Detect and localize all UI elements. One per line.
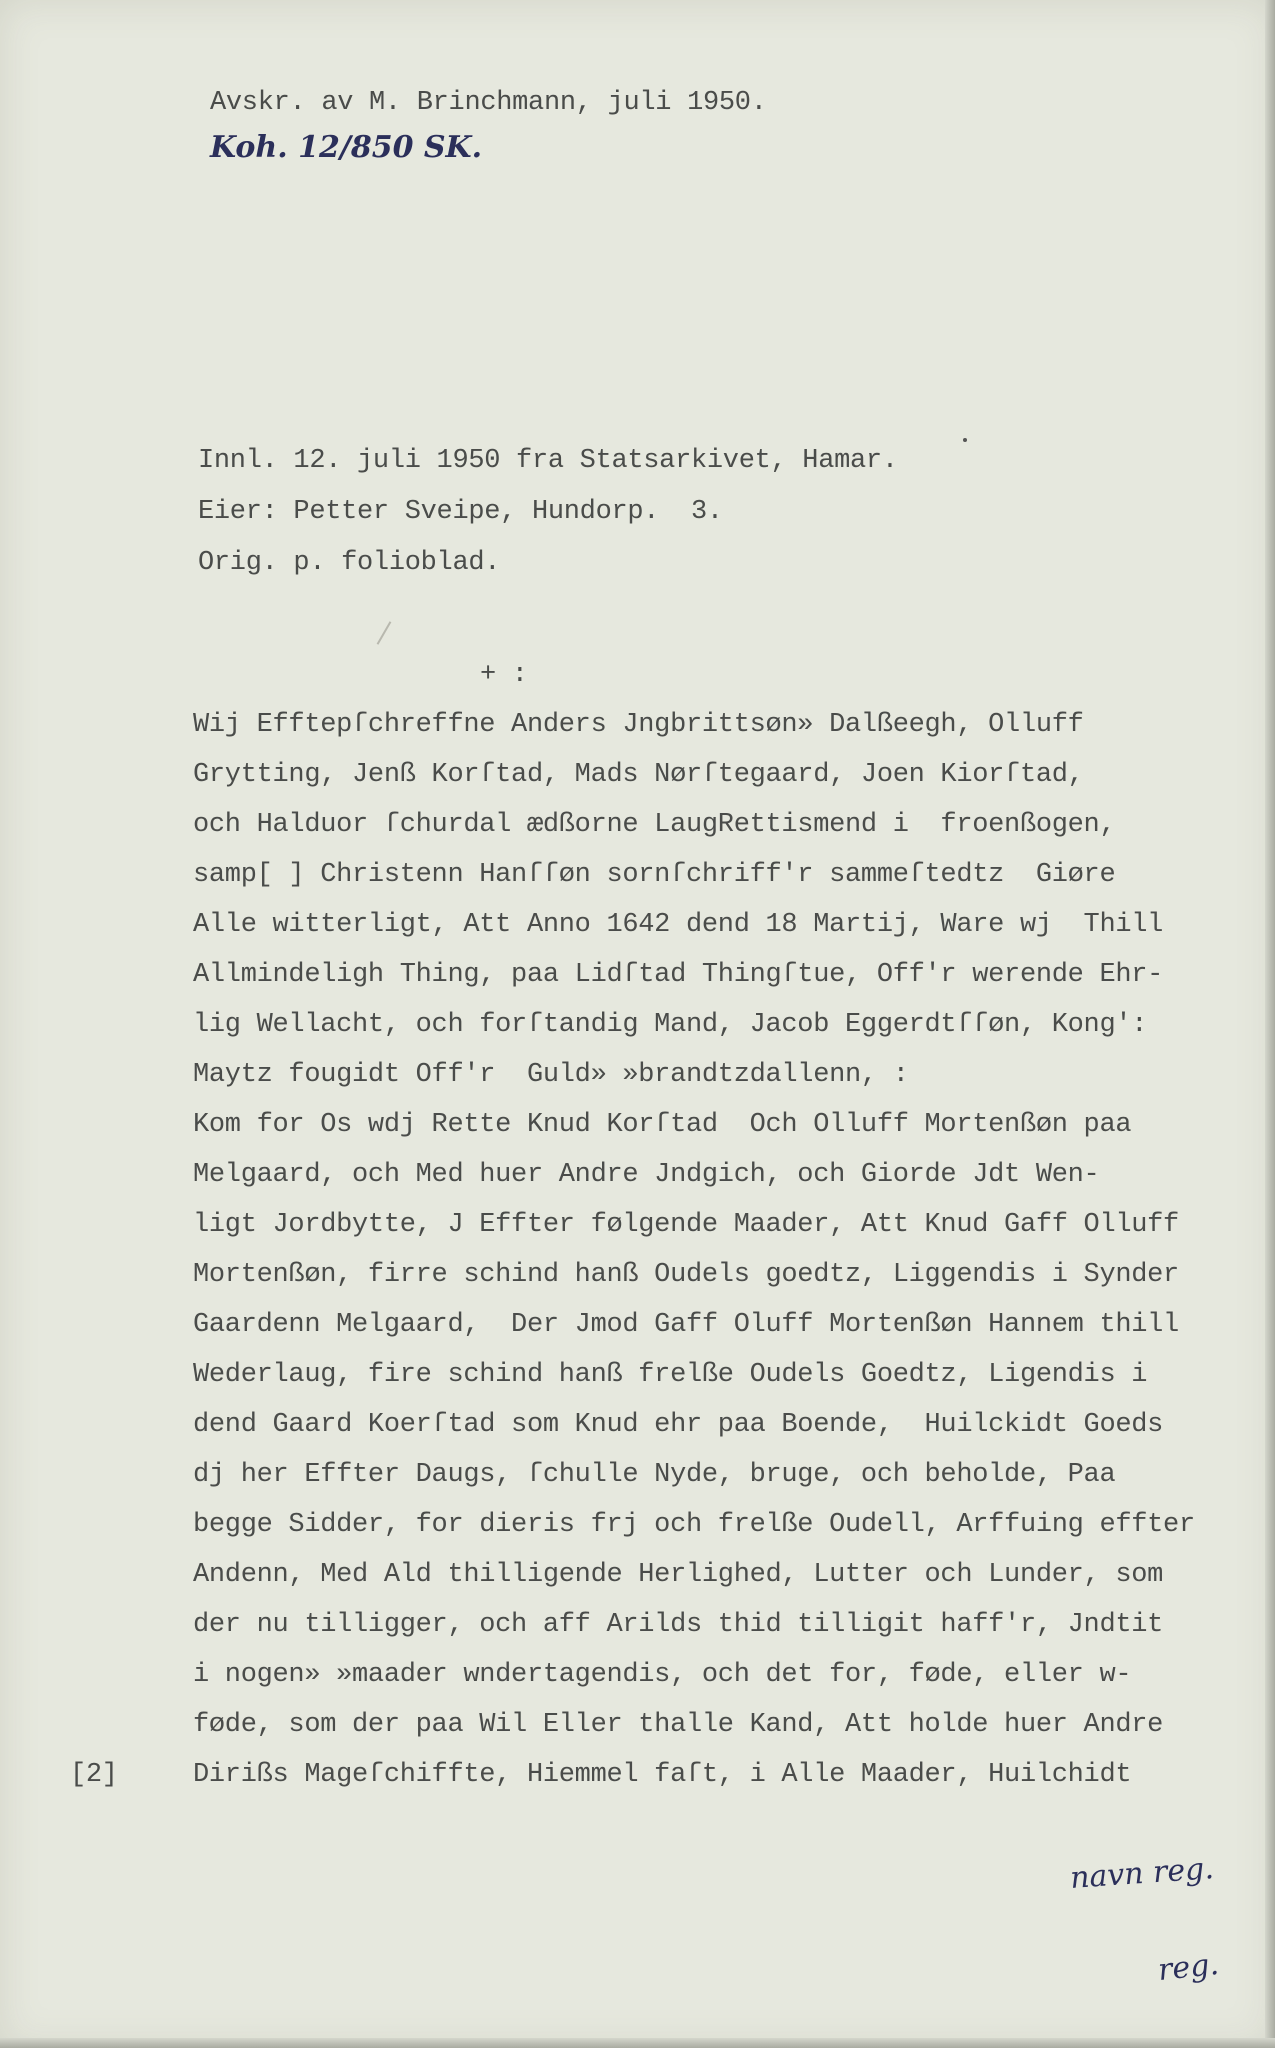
page-edge-right: [1265, 0, 1275, 2048]
body-line: Wederlaug, fire schind hanß frelße Oudels Goedtz, Ligendis i: [193, 1360, 1148, 1390]
body-line: samp[ ] Christenn Hanſſøn sornſchriff'r sammeſtedtz Giøre: [193, 860, 1116, 890]
body-line: i nogen» »maader wndertagendis, och det for, føde, eller w-: [193, 1660, 1132, 1690]
body-line: Kom for Os wdj Rette Knud Korſtad Och Olluff Mortenßøn paa: [193, 1110, 1132, 1140]
margin-note-register: reg.: [1156, 1946, 1221, 1989]
body-line: och Halduor ſchurdal ædßorne LaugRettismend i froenßogen,: [193, 810, 1116, 840]
section-mark: + :: [480, 660, 528, 690]
handwritten-reference: Koh. 12/850 SK.: [210, 130, 483, 165]
body-line: lig Wellacht, och forſtandig Mand, Jacob Eggerdtſſøn, Kong':: [193, 1010, 1148, 1040]
body-line: dend Gaard Koerſtad som Knud ehr paa Boende, Huilckidt Goeds: [193, 1410, 1164, 1440]
body-line: Grytting, Jenß Korſtad, Mads Nørſtegaard, Joen Kiorſtad,: [193, 760, 1084, 790]
stray-dot: [963, 438, 967, 442]
body-line: føde, som der paa Wil Eller thalle Kand, Att holde huer Andre: [193, 1710, 1164, 1740]
received-line: Innl. 12. juli 1950 fra Statsarkivet, Hamar.: [198, 446, 898, 476]
page-number: [2]: [70, 1760, 118, 1790]
body-line: Dirißs Mageſchiffte, Hiemmel faſt, i Alle Maader, Huilchidt: [193, 1760, 1132, 1790]
pencil-mark: [377, 621, 392, 645]
body-line: Alle witterligt, Att Anno 1642 dend 18 Martij, Ware wj Thill: [193, 910, 1164, 940]
page-edge-bottom: [0, 2038, 1275, 2048]
margin-note-name-register: navn reg.: [1068, 1851, 1215, 1896]
body-line: ligt Jordbytte, J Effter følgende Maader, Att Knud Gaff Olluff: [193, 1210, 1179, 1240]
body-line: Allmindeligh Thing, paa Lidſtad Thingſtue, Off'r werende Ehr-: [193, 960, 1164, 990]
owner-line: Eier: Petter Sveipe, Hundorp. 3.: [198, 497, 723, 527]
body-line: dj her Effter Daugs, ſchulle Nyde, bruge, och beholde, Paa: [193, 1460, 1116, 1490]
body-line: Andenn, Med Ald thilligende Herlighed, Lutter och Lunder, som: [193, 1560, 1164, 1590]
body-line: Gaardenn Melgaard, Der Jmod Gaff Oluff Mortenßøn Hannem thill: [193, 1310, 1179, 1340]
body-line: Wij Efftерſchreffne Anders Jngbrittsøn» Dalßeegh, Olluff: [193, 710, 1084, 740]
body-line: Mortenßøn, firre schind hanß Oudels goedtz, Liggendis i Synder: [193, 1260, 1179, 1290]
original-line: Orig. p. folioblad.: [198, 548, 501, 578]
body-line: der nu tilligger, och aff Arilds thid tilligit haff'r, Jndtit: [193, 1610, 1164, 1640]
transcriber-line: Avskr. av M. Brinchmann, juli 1950.: [210, 88, 767, 118]
body-line: begge Sidder, for dieris frj och frelße Oudell, Arffuing effter: [193, 1510, 1195, 1540]
body-line: Maytz fougidt Off'r Guld» »brandtzdallenn, :: [193, 1060, 909, 1090]
body-line: Melgaard, och Med huer Andre Jndgich, och Giorde Jdt Wen-: [193, 1160, 1100, 1190]
